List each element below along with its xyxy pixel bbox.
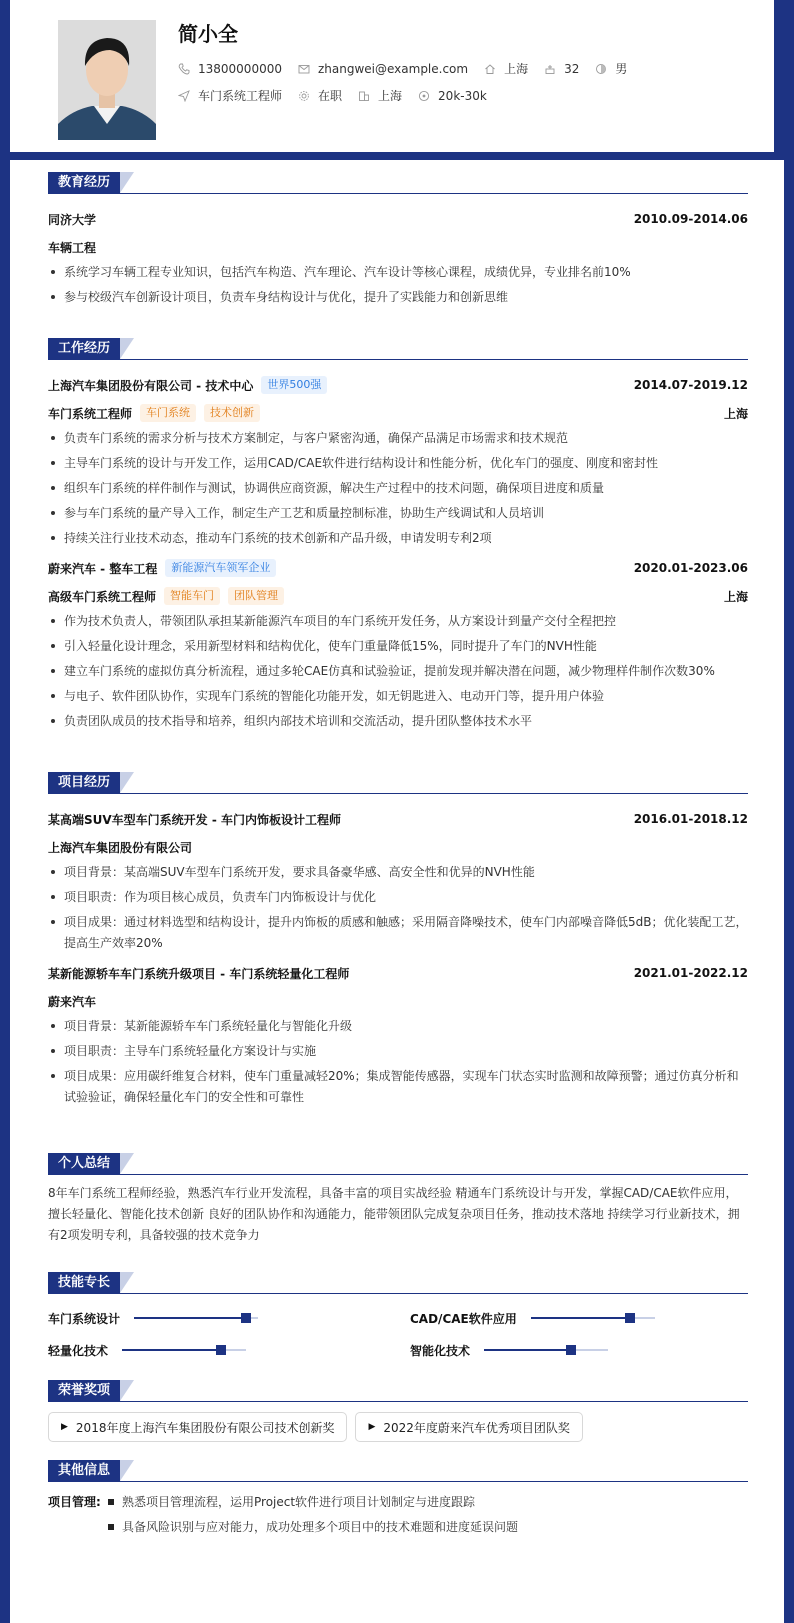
skills-section [48, 1272, 748, 1366]
list-item: 熟悉项目管理流程，运用Project软件进行项目计划制定与进度跟踪 [106, 1492, 518, 1513]
list-item: 主导车门系统的设计与开发工作，运用CAD/CAE软件进行结构设计和性能分析，优化车门的强度、刚度和密封性 [48, 453, 748, 474]
section-header [48, 1460, 748, 1482]
salary-item [418, 89, 487, 103]
job-intent-row [178, 87, 503, 104]
education-entry [48, 208, 748, 230]
list-item: 引入轻量化设计理念，采用新型材料和结构优化，使车门重量降低15%，同时提升了车门的NVH性能 [48, 636, 748, 657]
school-name: 同济大学 [48, 212, 97, 227]
job-date: 2020.01-2023.06 [633, 561, 748, 575]
money-icon [418, 90, 430, 102]
phone-item [178, 62, 282, 76]
list-item: 持续关注行业技术动态，推动车门系统的技术创新和产品升级，申请发明专利2项 [48, 528, 748, 549]
education-date: 2010.09-2014.06 [633, 212, 748, 226]
triangle-right-icon: ▶ [368, 1422, 376, 1432]
list-item: 项目职责：主导车门系统轻量化方案设计与实施 [48, 1041, 748, 1062]
other-info-row [48, 1492, 748, 1542]
award-text: 2022年度蔚来汽车优秀项目团队奖 [383, 1420, 570, 1435]
salary-text: 20k-30k [438, 88, 487, 103]
project-org-row [48, 836, 748, 858]
section-header [48, 1380, 748, 1402]
section-header [48, 1153, 748, 1175]
location-text: 上海 [504, 62, 529, 76]
list-item: 项目背景：某高端SUV车型车门系统开发，要求具备豪华感、高安全性和优异的NVH性能 [48, 862, 748, 883]
job-position-row [48, 585, 748, 607]
work-city-item [358, 87, 402, 104]
education-bullets [48, 262, 748, 308]
skill-item [48, 1302, 386, 1334]
page-frame-left [0, 0, 10, 1623]
cake-icon [544, 63, 556, 75]
skill-item [410, 1302, 748, 1334]
project-name: 某高端SUV车型车门系统开发 - 车门内饰板设计工程师 [48, 812, 342, 827]
skill-name: CAD/CAE软件应用 [410, 1311, 517, 1326]
job-city: 上海 [723, 589, 748, 604]
resume-header [10, 0, 774, 152]
building-icon [358, 90, 370, 102]
job-title-text: 车门系统工程师 [198, 89, 283, 103]
phone-icon [178, 63, 190, 75]
job-date: 2014.07-2019.12 [633, 378, 748, 392]
email-item [298, 62, 468, 76]
section-header [48, 338, 748, 360]
award-item [355, 1412, 582, 1442]
send-icon [178, 90, 190, 102]
section-header [48, 172, 748, 194]
work-section [48, 338, 748, 736]
section-title: 个人总结 [48, 1153, 120, 1174]
job-city: 上海 [723, 406, 748, 421]
other-info-label: 项目管理: [48, 1495, 101, 1509]
skill-tag: 团队管理 [228, 587, 284, 605]
mail-icon [298, 63, 310, 75]
skill-level-marker [216, 1345, 226, 1355]
skill-tag: 车门系统 [140, 404, 196, 422]
project-name: 某新能源轿车车门系统升级项目 - 车门系统轻量化工程师 [48, 966, 350, 981]
list-item: 项目职责：作为项目核心成员，负责车门内饰板设计与优化 [48, 887, 748, 908]
status-text: 在职 [318, 89, 343, 103]
work-city-text: 上海 [378, 89, 403, 103]
skill-item [410, 1334, 748, 1366]
list-item: 具备风险识别与应对能力，成功处理多个项目中的技术难题和进度延误问题 [106, 1517, 518, 1538]
page-frame-right [784, 0, 794, 1623]
skill-level-marker [566, 1345, 576, 1355]
list-item: 负责车门系统的需求分析与技术方案制定，与客户紧密沟通，确保产品满足市场需求和技术规范 [48, 428, 748, 449]
gender-text: 男 [615, 62, 628, 76]
project-bullets [48, 862, 748, 954]
position-name: 车门系统工程师 [48, 406, 133, 421]
education-section [48, 172, 748, 312]
section-title: 教育经历 [48, 172, 120, 193]
section-header [48, 1272, 748, 1294]
project-org: 蔚来汽车 [48, 994, 97, 1009]
triangle-right-icon: ▶ [61, 1422, 68, 1432]
other-section [48, 1460, 748, 1542]
section-title: 荣誉奖项 [48, 1380, 120, 1401]
home-icon [484, 63, 496, 75]
skill-level-bar [531, 1317, 655, 1319]
skill-level-bar [122, 1349, 246, 1351]
profile-photo [58, 20, 156, 140]
age-item [544, 62, 579, 76]
list-item: 建立车门系统的虚拟仿真分析流程，通过多轮CAE仿真和试验验证，提前发现并解决潜在问题，减少物理样件制作次数30% [48, 661, 748, 682]
job-header [48, 557, 748, 579]
skill-level-bar [484, 1349, 608, 1351]
age-text: 32 [564, 61, 580, 76]
skill-name: 智能化技术 [410, 1343, 471, 1358]
skill-level-bar [134, 1317, 258, 1319]
job-title-item [178, 87, 282, 104]
projects-section [48, 772, 748, 1112]
list-item: 参与车门系统的量产导入工作，制定生产工艺和质量控制标准，协助生产线调试和人员培训 [48, 503, 748, 524]
skill-level-fill [484, 1349, 571, 1351]
location-item [484, 60, 528, 77]
job-bullets [48, 611, 748, 732]
skill-level-fill [122, 1349, 221, 1351]
skill-level-marker [625, 1313, 635, 1323]
summary-section [48, 1153, 748, 1246]
candidate-name: 简小全 [178, 22, 238, 46]
list-item: 与电子、软件团队协作，实现车门系统的智能化功能开发，如无钥匙进入、电动开门等，提升用户体验 [48, 686, 748, 707]
company-name: 上海汽车集团股份有限公司 - 技术中心 [48, 378, 254, 393]
position-name: 高级车门系统工程师 [48, 589, 157, 604]
section-title: 技能专长 [48, 1272, 120, 1293]
status-item [298, 87, 342, 104]
list-item: 项目背景：某新能源轿车车门系统轻量化与智能化升级 [48, 1016, 748, 1037]
list-item: 参与校级汽车创新设计项目，负责车身结构设计与优化，提升了实践能力和创新思维 [48, 287, 748, 308]
company-tag: 世界500强 [261, 376, 327, 394]
award-text: 2018年度上海汽车集团股份有限公司技术创新奖 [75, 1420, 335, 1435]
job-bullets [48, 428, 748, 549]
project-date: 2016.01-2018.12 [633, 812, 748, 826]
skill-level-fill [531, 1317, 630, 1319]
skill-tag: 技术创新 [204, 404, 260, 422]
project-date: 2021.01-2022.12 [633, 966, 748, 980]
email-text: zhangwei@example.com [317, 61, 469, 76]
skill-tag: 智能车门 [164, 587, 220, 605]
major-name: 车辆工程 [48, 240, 97, 255]
project-org-row [48, 990, 748, 1012]
section-title: 其他信息 [48, 1460, 120, 1481]
other-info-list [106, 1492, 518, 1542]
list-item: 组织车门系统的样件制作与测试，协调供应商资源，解决生产过程中的技术问题，确保项目进度和质量 [48, 478, 748, 499]
company-tag: 新能源汽车领军企业 [165, 559, 276, 577]
project-header [48, 962, 748, 984]
section-header [48, 772, 748, 794]
education-major-row [48, 236, 748, 258]
summary-text: 8年车门系统工程师经验，熟悉汽车行业开发流程，具备丰富的项目实战经验 精通车门系统设计与开发，掌握CAD/CAE软件应用，擅长轻量化、智能化技术创新 良好的团队协作和沟通能力，能带领团队完成复杂项目任务，推动技术落地 持续学习行业新技术，拥有2项发明专利，具备较强的技术竞争力 [48, 1186, 740, 1242]
section-title: 工作经历 [48, 338, 120, 359]
skill-item [48, 1334, 386, 1366]
gender-icon [595, 63, 607, 75]
gear-icon [298, 90, 310, 102]
awards-section [48, 1380, 748, 1442]
project-header [48, 808, 748, 830]
gender-item [595, 60, 627, 77]
job-position-row [48, 402, 748, 424]
project-org: 上海汽车集团股份有限公司 [48, 840, 193, 855]
list-item: 项目成果：应用碳纤维复合材料，使车门重量减轻20%；集成智能传感器，实现车门状态实时监测和故障预警；通过仿真分析和试验验证，确保轻量化车门的安全性和可靠性 [48, 1066, 748, 1108]
section-title: 项目经历 [48, 772, 120, 793]
list-item: 项目成果：通过材料选型和结构设计，提升内饰板的质感和触感；采用隔音降噪技术，使车门内部噪音降低5dB；优化装配工艺，提高生产效率20% [48, 912, 748, 954]
list-item: 系统学习车辆工程专业知识，包括汽车构造、汽车理论、汽车设计等核心课程，成绩优异，专业排名前10% [48, 262, 748, 283]
resume-body [10, 160, 784, 1623]
list-item: 负责团队成员的技术指导和培养，组织内部技术培训和交流活动，提升团队整体技术水平 [48, 711, 748, 732]
list-item: 作为技术负责人，带领团队承担某新能源汽车项目的车门系统开发任务，从方案设计到量产交付全程把控 [48, 611, 748, 632]
phone-text: 13800000000 [198, 61, 282, 76]
job-header [48, 374, 748, 396]
company-name: 蔚来汽车 - 整车工程 [48, 561, 158, 576]
project-bullets [48, 1016, 748, 1108]
awards-list [48, 1412, 748, 1442]
contact-row [178, 60, 643, 77]
skill-name: 轻量化技术 [48, 1343, 109, 1358]
skill-name: 车门系统设计 [48, 1311, 121, 1326]
skill-level-marker [241, 1313, 251, 1323]
award-item [48, 1412, 347, 1442]
skills-grid [48, 1302, 748, 1366]
skill-level-fill [134, 1317, 246, 1319]
